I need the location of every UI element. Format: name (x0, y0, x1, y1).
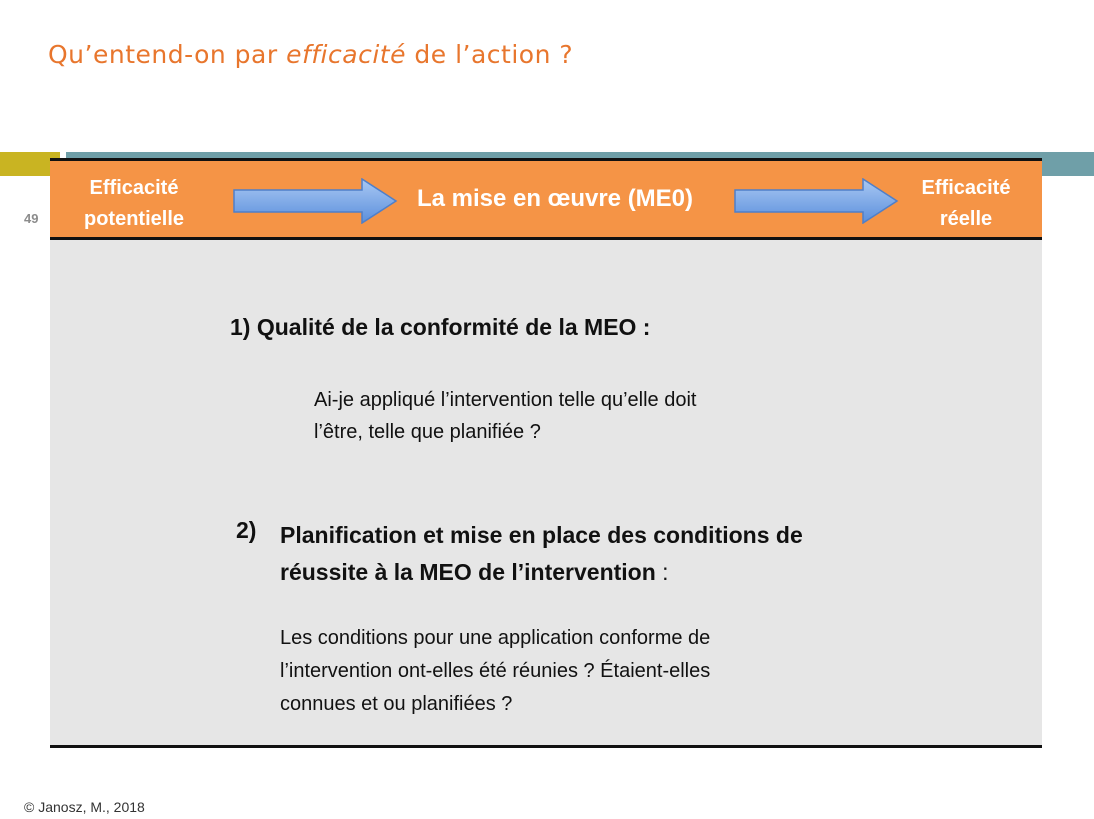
section-1-heading: 1) Qualité de la conformité de la MEO : (230, 314, 651, 340)
section-2-text (280, 622, 880, 721)
copyright-footer: © Janosz, M., 2018 (24, 799, 145, 815)
process-banner (50, 161, 1042, 240)
arrow-right-icon (733, 178, 899, 224)
banner-right-line-2: réelle (939, 208, 993, 230)
section-2-heading-line-2-rest: : (655, 559, 669, 585)
banner-right-label (900, 173, 1032, 235)
banner-right-line-1: Efficacité (921, 177, 1011, 199)
title-part-3: de l’action ? (405, 40, 574, 69)
title-part-1: Qu’entend-on par (48, 40, 287, 69)
section-2-number: 2) (236, 517, 257, 543)
banner-left-line-2: potentielle (83, 208, 184, 230)
arrow-right-icon (232, 178, 398, 224)
section-2-heading (280, 517, 960, 591)
section-2-heading-line-2-bold: réussite à la MEO de l’intervention (280, 559, 656, 585)
section-1-line-2: l’être, telle que planifiée ? (314, 421, 541, 443)
banner-left-line-1: Efficacité (89, 177, 179, 199)
banner-left-label (64, 173, 204, 235)
section-2-line-3: connues et ou planifiées ? (280, 693, 513, 715)
section-2-line-2: l’intervention ont-elles été réunies ? Étaient-elles (280, 660, 711, 682)
slide-number: 49 (24, 211, 39, 226)
banner-middle-label: La mise en œuvre (ME0) (416, 185, 694, 212)
section-1-text (314, 384, 874, 448)
slide-title (48, 40, 573, 69)
section-2-line-1: Les conditions pour une application conforme de (280, 627, 711, 649)
section-1-line-1: Ai-je appliqué l’intervention telle qu’elle doit (314, 389, 697, 411)
section-2-heading-line-1: Planification et mise en place des conditions de (280, 522, 803, 548)
title-emphasis: efficacité (286, 40, 406, 69)
